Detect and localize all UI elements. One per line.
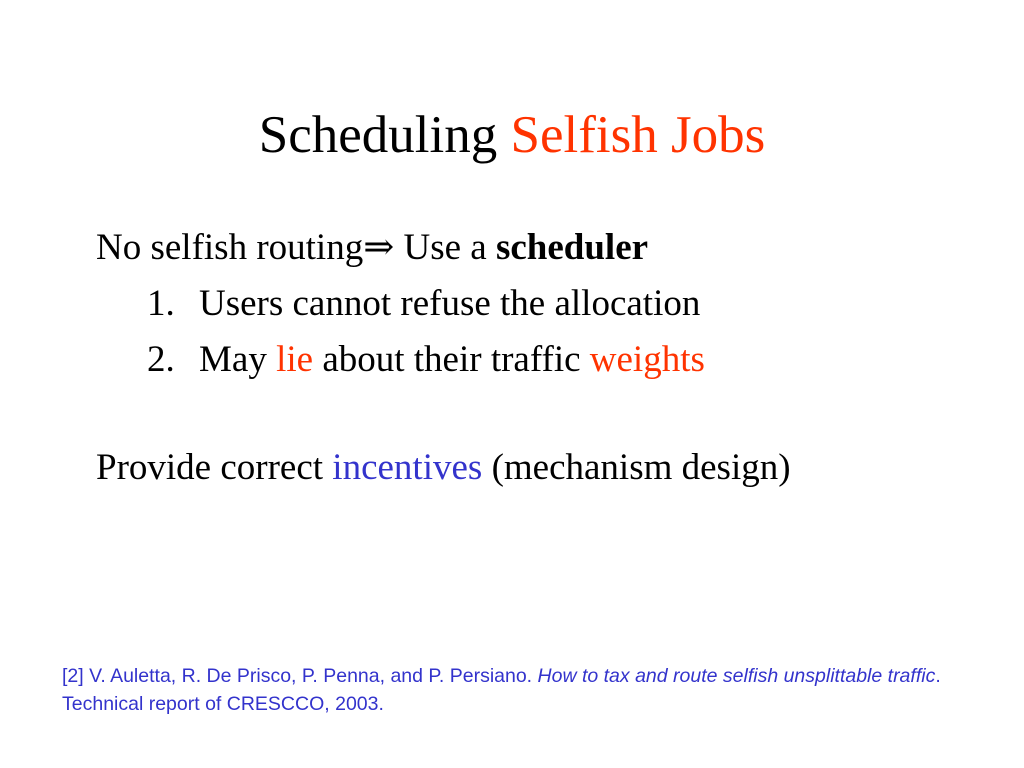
provide-post: (mechanism design) <box>482 447 791 488</box>
item2-mid: about their traffic <box>313 339 590 380</box>
scheduler-bold: scheduler <box>495 227 649 268</box>
citation-title: How to tax and route selfish unsplittable traffic <box>537 665 936 687</box>
slide-title <box>0 103 1024 167</box>
title-part1: Scheduling <box>258 106 498 164</box>
line1-text: No selfish routing <box>96 227 364 268</box>
title-part2: Selfish Jobs <box>510 106 766 164</box>
citation-authors: [2] V. Auletta, R. De Prisco, P. Penna, and P. Persiano. <box>62 665 538 687</box>
line1-text2: Use a <box>394 227 496 268</box>
list-item-number: 1. <box>147 283 175 324</box>
lie-highlight: lie <box>276 339 314 380</box>
provide-incentives-line <box>96 446 791 490</box>
item2-pre: May <box>199 339 277 380</box>
list-item-number: 2. <box>147 339 175 380</box>
list-item-text <box>199 338 705 382</box>
implies-arrow-icon: ⇒ <box>363 227 395 268</box>
citation-source: . Technical report of CRESCCO, 2003. <box>62 665 941 715</box>
citation-reference <box>62 662 952 718</box>
incentives-highlight: incentives <box>332 447 483 488</box>
list-item-text: Users cannot refuse the allocation <box>199 283 701 324</box>
weights-highlight: weights <box>589 339 705 380</box>
provide-pre: Provide correct <box>96 447 333 488</box>
no-selfish-routing-line <box>96 226 648 270</box>
